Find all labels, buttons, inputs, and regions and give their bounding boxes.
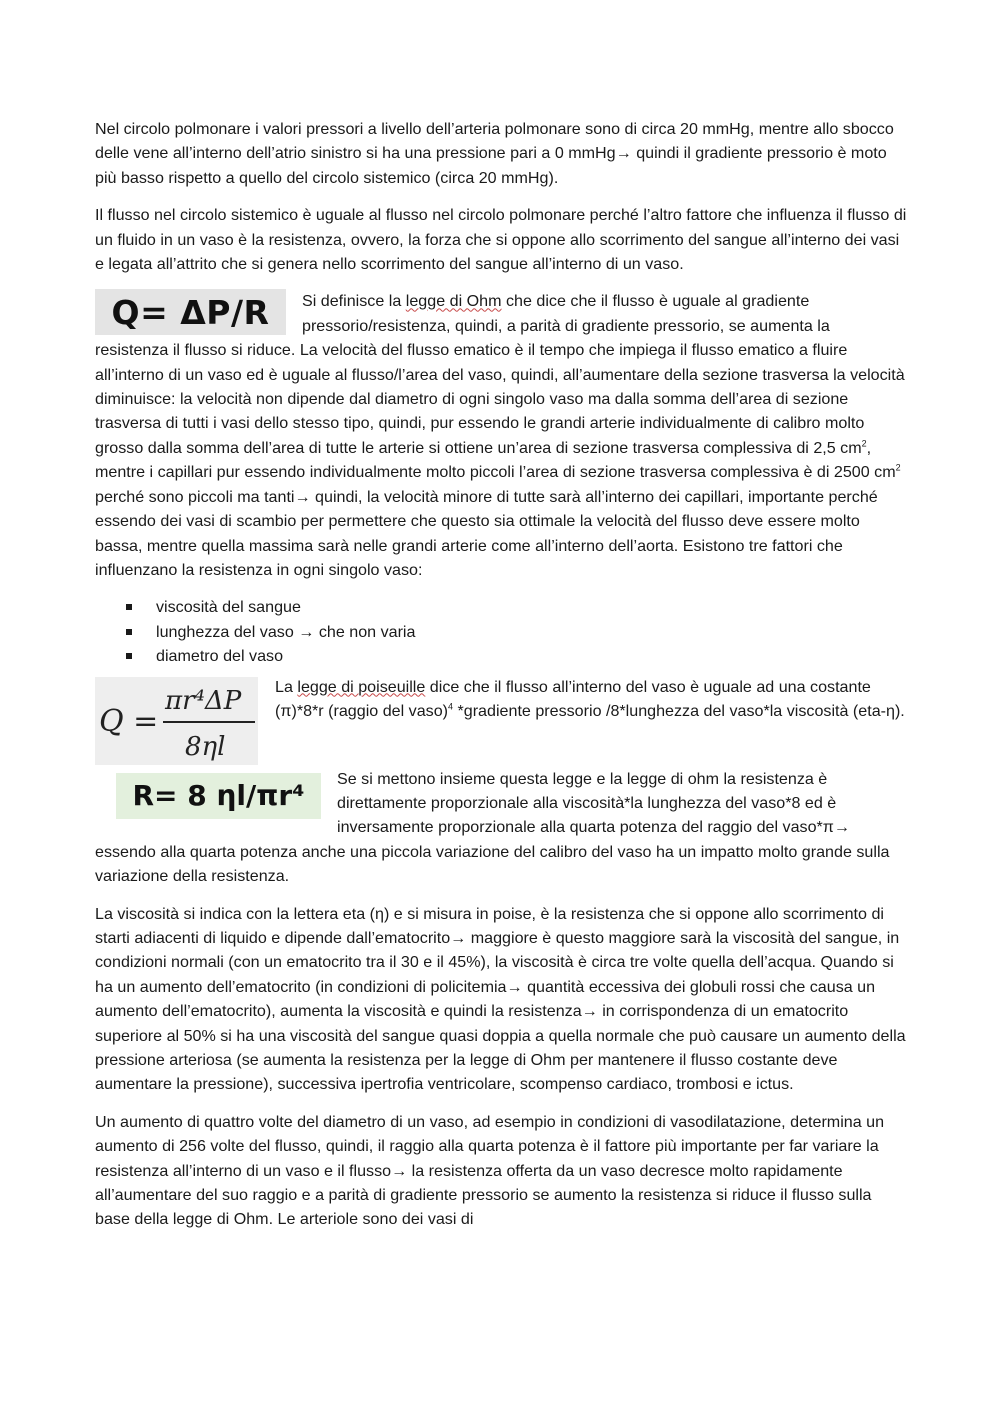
document-page [95,117,907,1232]
paragraph-pulmonary-circulation: Nel circolo polmonare i valori pressori a livello dell’arteria polmonare sono di circa 20 mmHg, mentre allo sbocco delle vene all’interno dell’atrio sinistro si ha una pressione pari a 0 mmHg→ quindi il gradiente pressorio è moto più basso rispetto a quello del circolo sistemico (circa 20 mmHg). [95,120,894,187]
resistance-formula-text: R= 8 ηl/πr⁴ [132,779,305,813]
poiseuille-formula-svg [95,677,258,765]
poiseuille-denominator: 8ηl [185,731,226,762]
paragraph-resistance: Il flusso nel circolo sistemico è uguale al flusso nel circolo polmonare perché l’altro fattore che influenza il flusso di un fluido in un vaso è la resistenza, ovvero, la forza che si oppone allo scorrimento del sangue all’interno dei vasi e legata all’attrito che si genera nello scorrimento del sangue all’interno di un vaso. [95,206,907,274]
poiseuille-numerator: πr⁴ΔP [165,685,242,716]
ohm-law-formula-text: Q= ΔP/R [111,292,270,332]
ohm-law-formula-image [95,289,286,335]
list-item: diametro del vaso [95,644,907,668]
paragraph-ohm-law: Si definisce la legge di Ohm che dice che il flusso è uguale al gradiente pressorio/resistenza, quindi, a parità di gradiente pressorio, se aumenta la resistenza il flusso si riduce. La velocità del flusso ematico è il tempo che impiega il flusso ematico a fluire all’interno di un vaso ed è uguale al flusso/l’area del vaso, quindi, all’aumentare della sezione trasversa la velocità diminuisce: la velocità non dipende dal diametro di ogni singolo vaso ma dalla somma dell’area di sezione trasversa di tutti i vasi dello stesso tipo, quindi, pur essendo le grandi arterie individualmente di calibro molto grosso dalla somma dell’area di tutte le arterie si ottiene un’area di sezione trasversa complessiva di 2,5 $cm^2$, mentre i capillari pur essendo individualmente molto piccoli l’area di sezione trasversa complessiva è di 2500 $cm^2$ perché sono piccoli ma tanti→ quindi, la velocità minore di tutte sarà all’interno dei capillari, importante perché essendo dei vasi di scambio per permettere che questo sia ottimale la velocità del flusso deve essere molto bassa, mentre quella massima sarà nelle grandi arterie come all’interno dell’aorta. Esistono tre fattori che influenzano la resistenza in ogni singolo vaso: [95,292,905,579]
poiseuille-lhs: Q = [99,703,159,739]
list-item: viscosità del sangue [95,595,907,619]
poiseuille-formula-image [95,677,258,765]
ohm-law-term: legge di Ohm [405,292,502,311]
resistance-formula-image [95,773,321,821]
list-item: lunghezza del vaso → che non varia [95,620,907,644]
poiseuille-law-term: legge di poiseuille [297,677,426,696]
paragraph-resistance-proportionality: Se si mettono insieme questa legge e la legge di ohm la resistenza è direttamente proporzionale alla viscosità*la lunghezza del vaso*8 ed è inversamente proporzionale alla quarta potenza del raggio del vaso*π→ essendo alla quarta potenza anche una piccola variazione del calibro del vaso ha un impatto molto grande sulla variazione della resistenza. [95,769,890,886]
paragraph-viscosity: La viscosità si indica con la lettera eta (η) e si misura in poise, è la resistenza che si oppone allo scorrimento di starti adiacenti di liquido e dipende dall’ematocrito→ maggiore è questo maggiore sarà la viscosità del sangue, in condizioni normali (con un ematocrito tra il 30 e il 45%), la viscosità è circa tre volte quella dell’acqua. Quando si ha un aumento dell’ematocrito (in condizioni di policitemia→ quantità eccessiva dei globuli rossi che causa un aumento dell’ematocrito), aumenta la viscosità e quindi la resistenza→ in corrispondenza di un ematocrito superiore al 50% si ha una viscosità del sangue quasi doppia a quella normale che può causare un aumento della pressione arteriosa (se aumenta la resistenza per la legge di Ohm per mantenere il flusso costante deve aumentare la pressione), successiva ipertrofia ventricolare, scompenso cardiaco, trombosi e ictus. [95,904,906,1094]
paragraph-poiseuille-law: La legge di poiseuille dice che il flusso all’interno del vaso è uguale ad una costante (π)*8*r (raggio del vaso)$^4$ *gradiente pressorio /8*lunghezza del vaso*la viscosità (eta-η). [275,677,905,720]
paragraph-vessel-diameter: Un aumento di quattro volte del diametro di un vaso, ad esempio in condizioni di vasodilatazione, determina un aumento di 256 volte del flusso, quindi, il raggio alla quarta potenza è il fattore più importante per far variare la resistenza all’interno di un vaso e il flusso→ la resistenza offerta da un vaso decresce molto rapidamente all’aumentare del suo raggio e a parità di gradiente pressorio se aumento la resistenza si riduce il flusso sulla base della legge di Ohm. Le arteriole sono dei vasi di [95,1112,885,1229]
resistance-factors-list [95,595,907,668]
